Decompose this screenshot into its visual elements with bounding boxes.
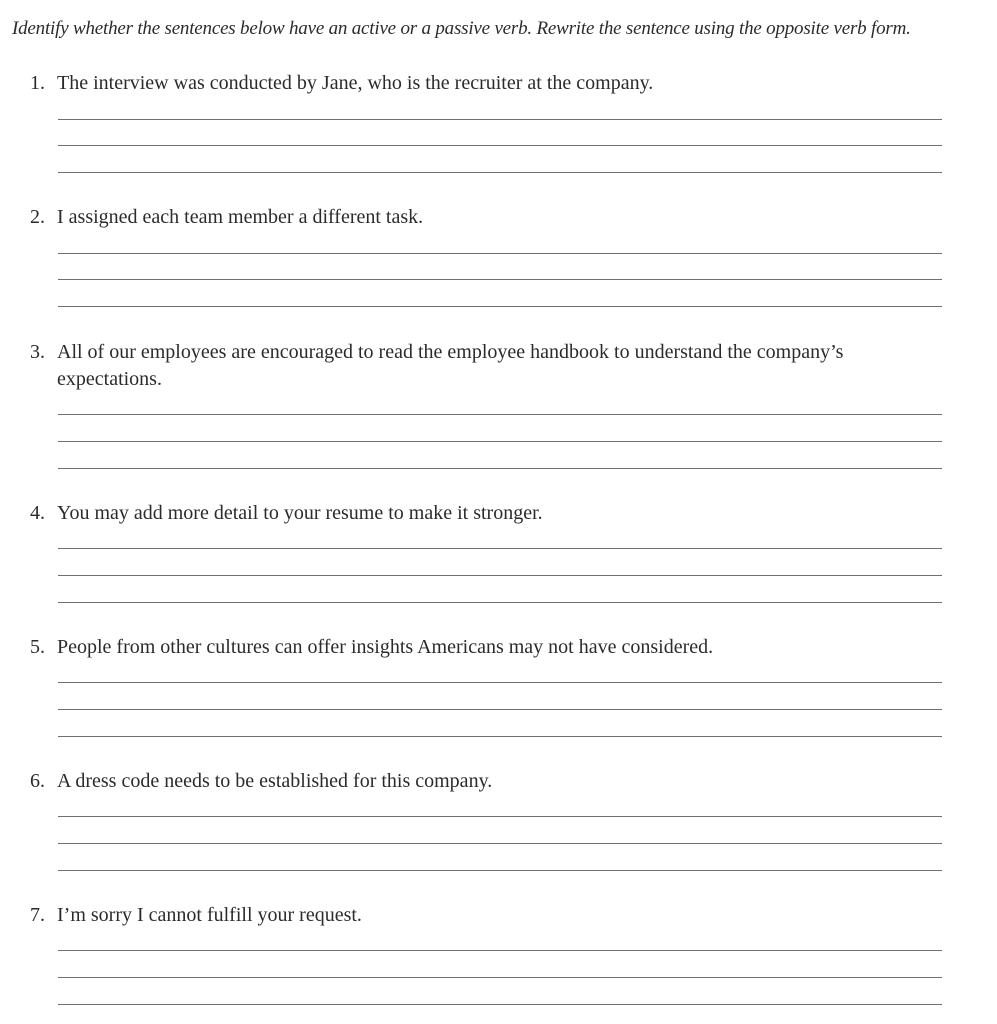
question-item-3 [30,339,942,393]
instructions: Identify whether the sentences below have an active or a passive verb. Rewrite the sentence using the opposite verb form. [12,18,911,39]
answer-line[interactable] [58,736,942,737]
answer-line[interactable] [58,1004,942,1005]
question-number: 2. [30,206,45,228]
answer-line[interactable] [58,843,942,844]
answer-line[interactable] [58,253,942,254]
answer-line[interactable] [58,709,942,710]
answer-line[interactable] [58,950,942,951]
answer-line[interactable] [58,977,942,978]
question-item-5 [30,634,942,661]
question-item-2 [30,204,942,231]
question-number: 7. [30,904,45,926]
answer-line[interactable] [58,119,942,120]
question-text: A dress code needs to be established for this company. [57,770,493,792]
question-item-7 [30,902,942,929]
answer-line[interactable] [58,145,942,146]
answer-line[interactable] [58,306,942,307]
answer-line[interactable] [58,602,942,603]
question-number: 6. [30,770,45,792]
answer-line[interactable] [58,548,942,549]
question-number: 4. [30,502,45,524]
answer-line[interactable] [58,441,942,442]
question-text: The interview was conducted by Jane, who is the recruiter at the company. [57,72,654,94]
answer-line[interactable] [58,279,942,280]
question-item-4 [30,500,942,527]
question-number: 3. [30,341,45,363]
question-text: You may add more detail to your resume to make it stronger. [57,502,543,524]
question-text: All of our employees are encouraged to read the employee handbook to understand the company’s expectations. [57,341,844,390]
question-text: People from other cultures can offer insights Americans may not have considered. [57,636,714,658]
question-number: 5. [30,636,45,658]
answer-line[interactable] [58,414,942,415]
answer-line[interactable] [58,172,942,173]
question-number: 1. [30,72,45,94]
question-text: I assigned each team member a different task. [57,206,424,228]
answer-line[interactable] [58,682,942,683]
answer-line[interactable] [58,870,942,871]
question-item-6 [30,768,942,795]
question-item-1 [30,70,942,97]
answer-line[interactable] [58,575,942,576]
question-text: I’m sorry I cannot fulfill your request. [57,904,362,926]
answer-line[interactable] [58,816,942,817]
answer-line[interactable] [58,468,942,469]
